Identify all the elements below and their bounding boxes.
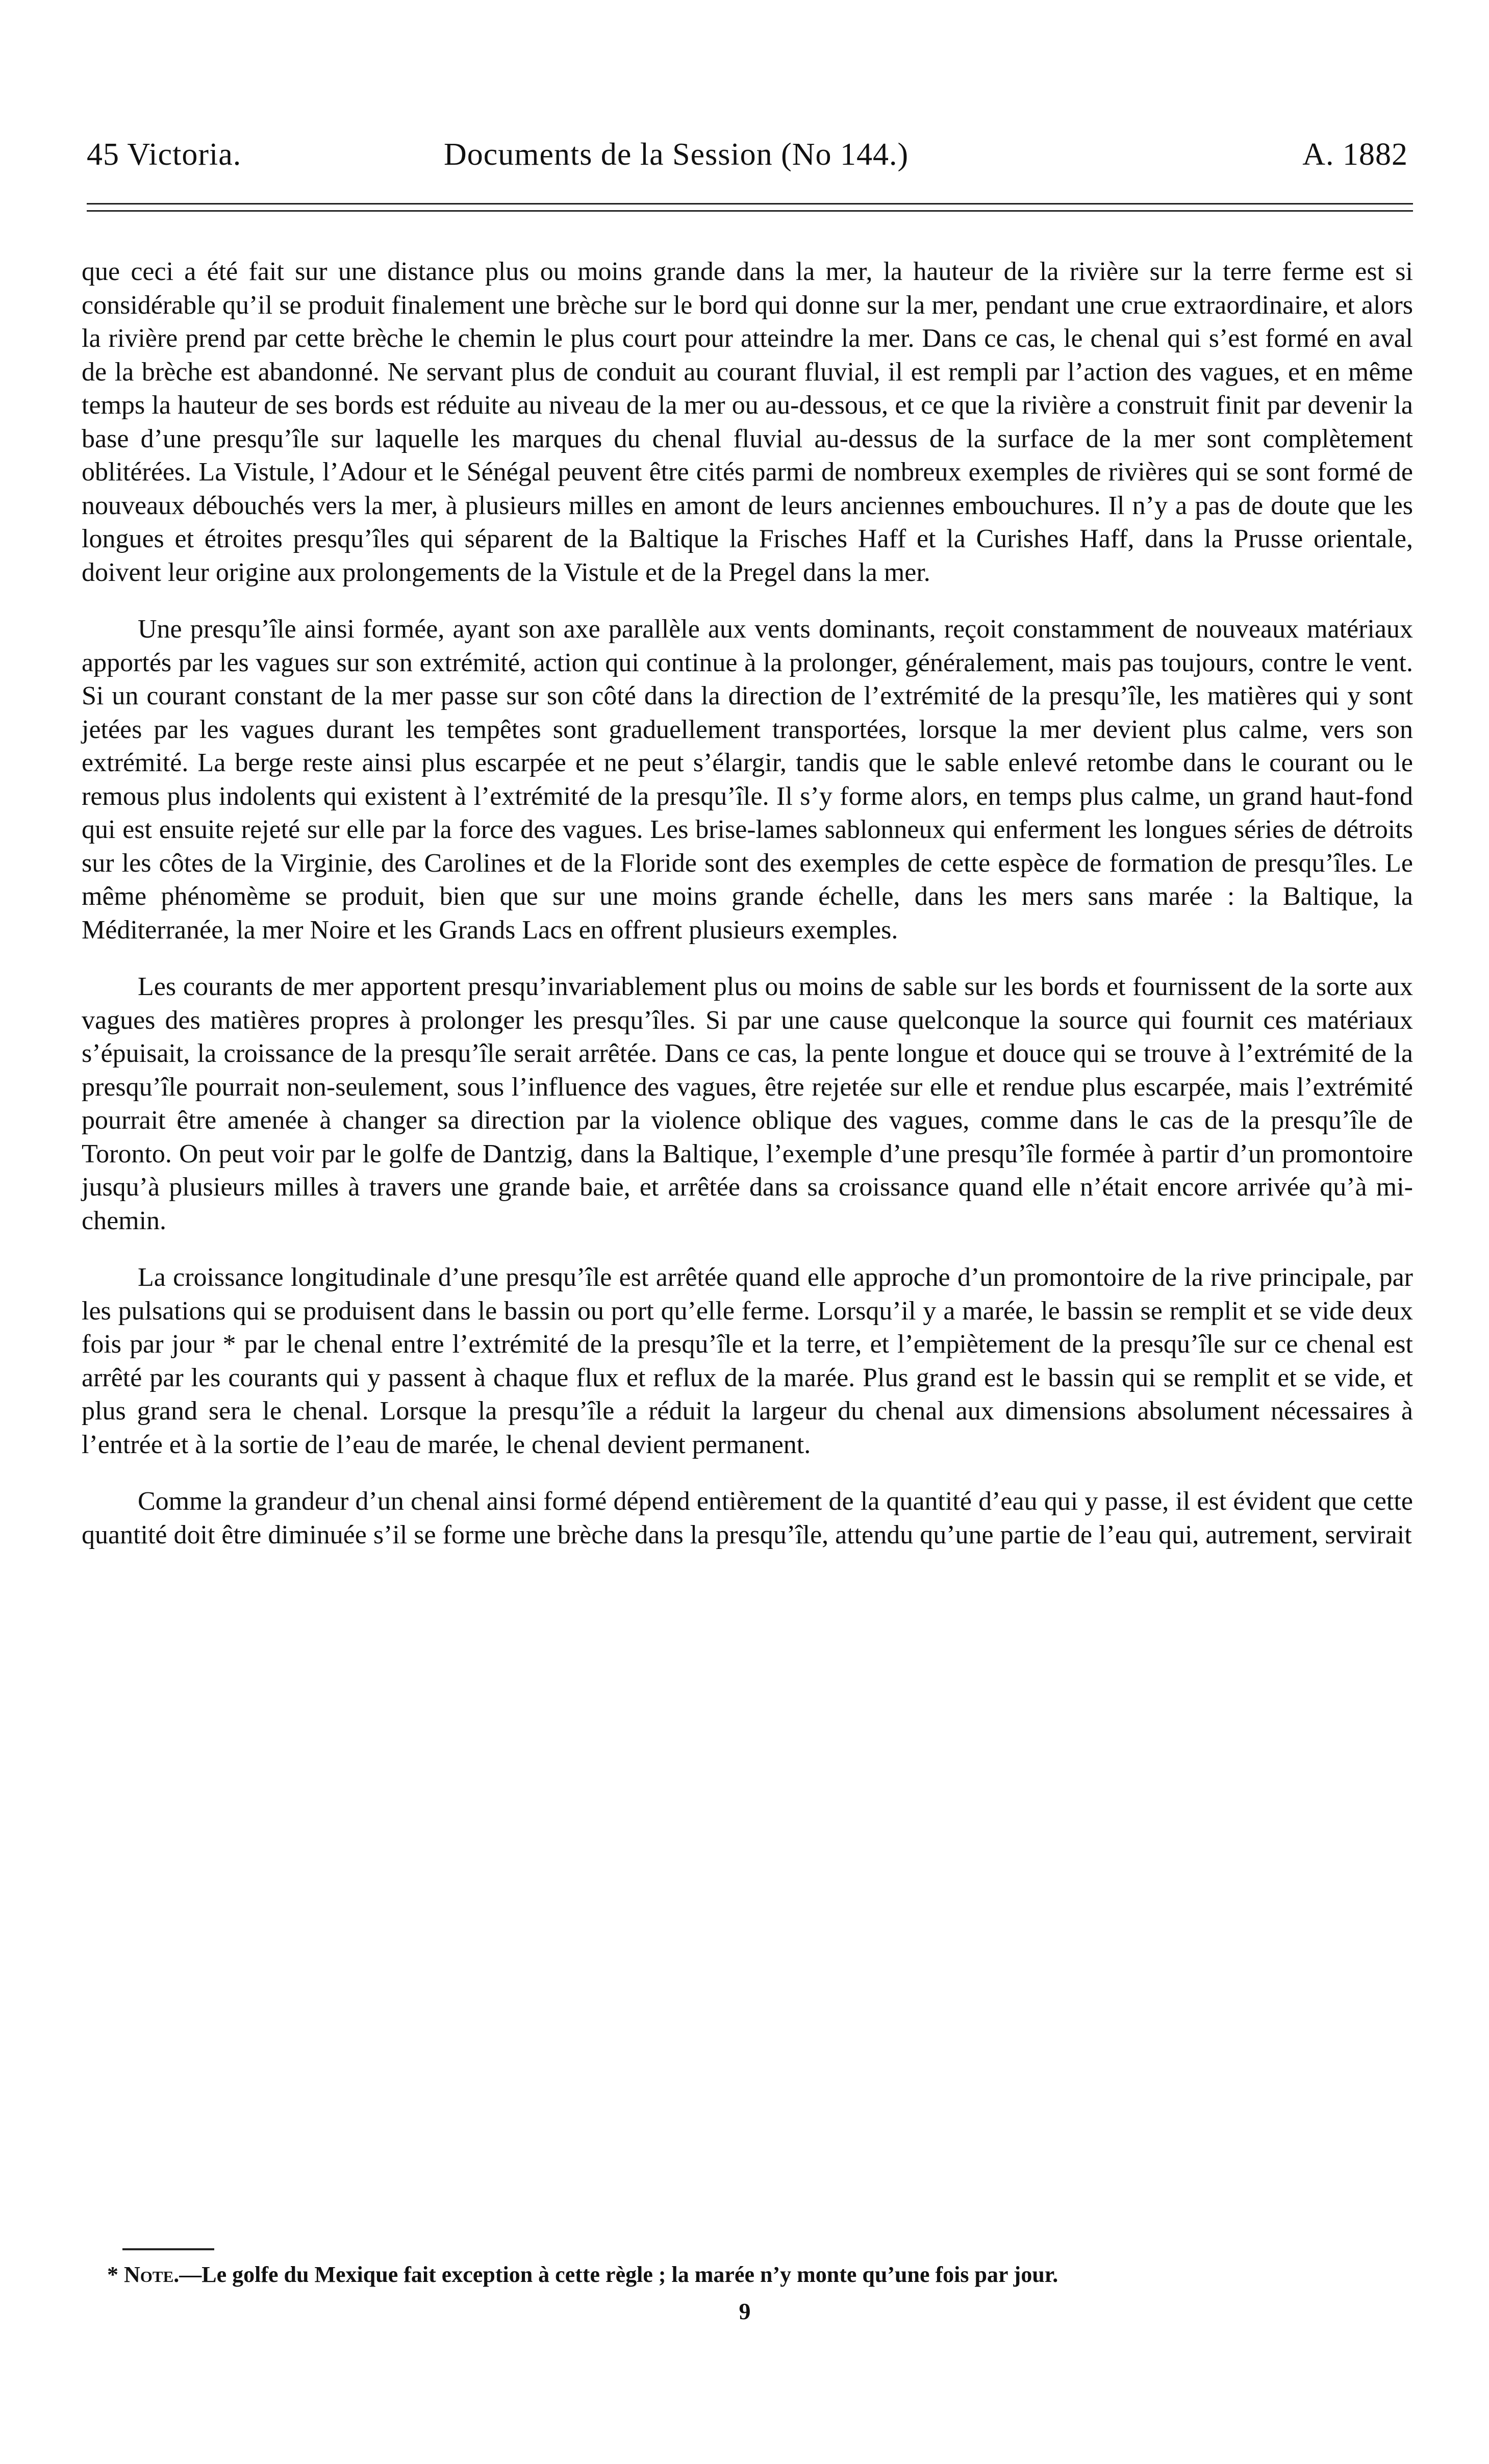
footnote-rule [122,2248,214,2250]
paragraph-1: que ceci a été fait sur une distance plus ou moins grande dans la mer, la hauteur de la rivière sur la terre ferme est si considérable qu’il se produit finalement une brèche sur le bord qui donne sur la mer, pendant une crue extraordinaire, et alors la rivière prend par cette brèche le chemin le plus court pour atteindre la mer. Dans ce cas, le chenal qui s’est formé en aval de la brèche est abandonné. Ne servant plus de conduit au courant fluvial, il est rempli par l’action des vagues, et en même temps la hauteur de ses bords est réduite au niveau de la mer ou au-dessous, et ce que la rivière a construit finit par devenir la base d’une presqu’île sur laquelle les marques du chenal fluvial au-dessus de la surface de la mer sont complètement oblitérées. La Vistule, l’Adour et le Sénégal peuvent être cités parmi de nombreux exemples de rivières qui se sont formé de nouveaux débouchés vers la mer, à plusieurs milles en amont de leurs anciennes embouchures. Il n’y a pas de doute que les longues et étroites presqu’îles qui séparent de la Baltique la Frisches Haff et la Curishes Haff, dans la Prusse orientale, doivent leur origine aux prolongements de la Vistule et de la Pregel dans la mer. [82,257,1413,587]
footnote-text: —Le golfe du Mexique fait exception à cette règle ; la marée n’y monte qu’une fois par jour. [179,2262,1058,2287]
header-rule-top [87,203,1413,205]
header-volume: 45 Victoria. [87,137,242,172]
header-title: Documents de la Session (No 144.) [444,137,909,172]
header-rule-bottom [87,210,1413,212]
paragraph-2: Une presqu’île ainsi formée, ayant son axe parallèle aux vents dominants, reçoit constamment de nouveaux matériaux apportés par les vagues sur son extrémité, action qui continue à la prolonger, généralement, mais pas toujours, contre le vent. Si un courant constant de la mer passe sur son côté dans la direction de l’extrémité de la presqu’île, les matières qui y sont jetées par les vagues durant les tempêtes sont graduellement transportées, lorsque la mer devient plus calme, vers son extrémité. La berge reste ainsi plus escarpée et ne peut s’élargir, tandis que le sable enlevé retombe dans le courant ou le remous plus indolents qui existent à l’extrémité de la presqu’île. Il s’y forme alors, en temps plus calme, un grand haut-fond qui est ensuite rejeté sur elle par la force des vagues. Les brise-lames sablonneux qui enferment les longues séries de détroits sur les côtes de la Virginie, des Carolines et de la Floride sont des exemples de cette espèce de formation de presqu’îles. Le même phénomème se produit, bien que sur une moins grande échelle, dans les mers sans marée : la Baltique, la Méditerranée, la mer Noire et les Grands Lacs en offrent plusieurs exemples. [82,615,1413,945]
paragraph-4: La croissance longitudinale d’une presqu’île est arrêtée quand elle approche d’un promontoire de la rive principale, par les pulsations qui se produisent dans le bassin ou port qu’elle ferme. Lorsqu’il y a marée, le bassin se remplit et se vide deux fois par jour * par le chenal entre l’extrémité de la presqu’île et la terre, et l’empiètement de la presqu’île sur ce chenal est arrêté par les courants qui y passent à chaque flux et reflux de la marée. Plus grand est le bassin qui se remplit et se vide, et plus grand sera le chenal. Lorsque la presqu’île a réduit la largeur du chenal aux dimensions absolument nécessaires à l’entrée et à la sortie de l’eau de marée, le chenal devient permanent. [82,1263,1413,1459]
page-number: 9 [739,2298,751,2324]
paragraph-3: Les courants de mer apportent presqu’invariablement plus ou moins de sable sur les bords et fournissent de la sorte aux vagues des matières propres à prolonger les presqu’îles. Si par une cause quelconque la source qui fournit ces matériaux s’épuisait, la croissance de la presqu’île serait arrêtée. Dans ce cas, la pente longue et douce qui se trouve à l’extrémité de la presqu’île pourrait non-seulement, sous l’influence des vagues, être rejetée sur elle et rendue plus escarpée, mais l’extrémité pourrait être amenée à changer sa direction par la violence oblique des vagues, comme dans le cas de la presqu’île de Toronto. On peut voir par le golfe de Dantzig, dans la Baltique, l’exemple d’une presqu’île formée à partir d’un promontoire jusqu’à plusieurs milles à travers une grande baie, et arrêtée dans sa croissance quand elle n’était encore arrivée qu’à mi-chemin. [82,972,1413,1235]
header-year: A. 1882 [1302,137,1408,172]
footnote [107,2259,1413,2290]
body-text [82,255,1413,1575]
running-header [77,137,1413,183]
paragraph-5: Comme la grandeur d’un chenal ainsi formé dépend entièrement de la quantité d’eau qui y passe, il est évident que cette quantité doit être diminuée s’il se forme une brèche dans la presqu’île, attendu qu’une partie de l’eau qui, autrement, servirait [82,1487,1413,1549]
footnote-marker: * [107,2262,118,2287]
footnote-label: Note. [124,2262,180,2287]
document-page [77,0,1413,2464]
